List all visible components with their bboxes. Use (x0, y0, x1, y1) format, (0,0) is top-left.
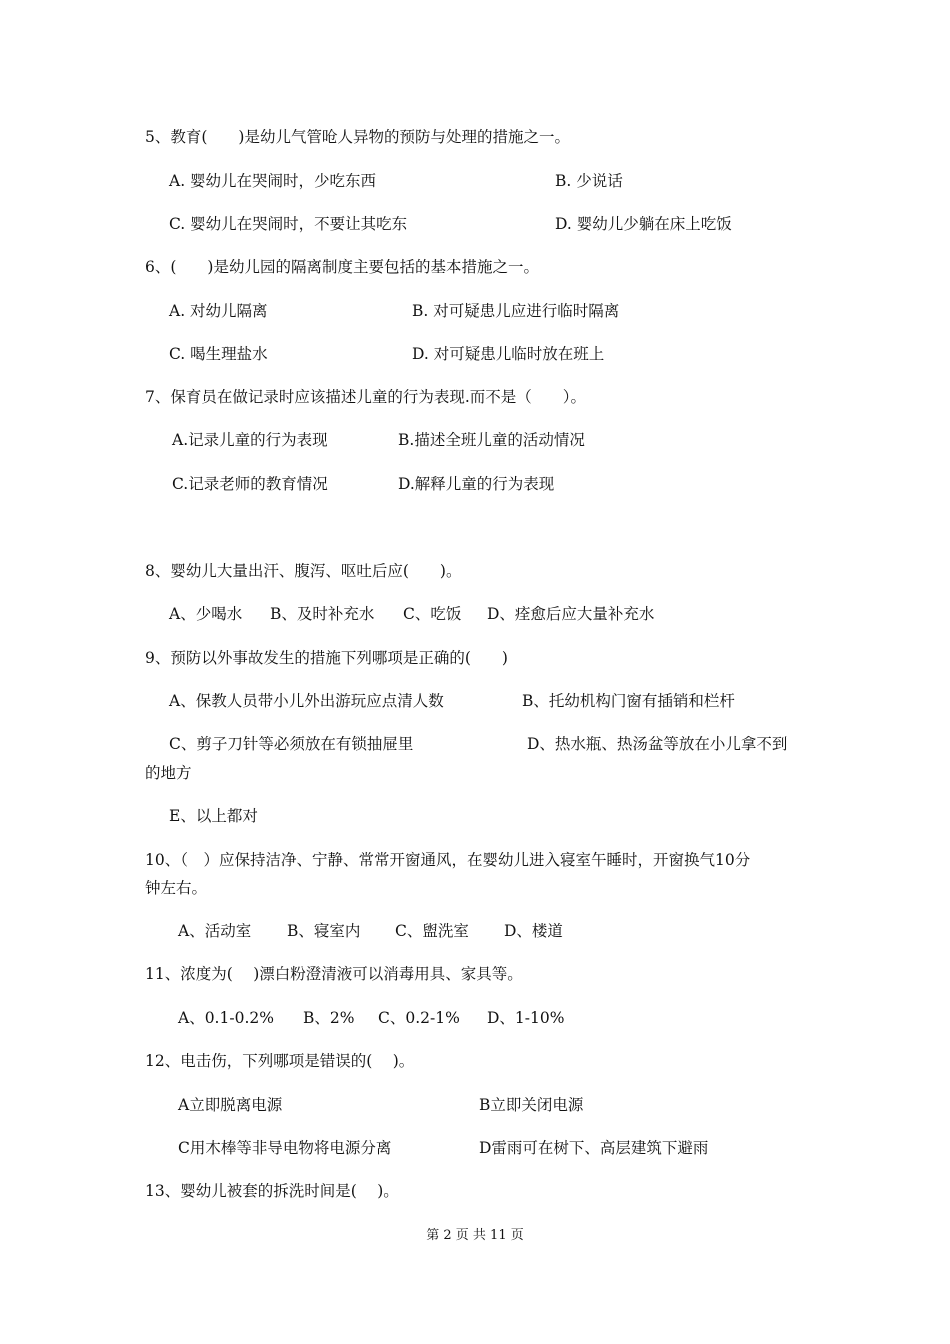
question-7-option-a: A.记录儿童的行为表现 (172, 431, 328, 449)
page-footer: 第 2 页 共 11 页 (426, 1228, 524, 1243)
question-9-option-e: E、以上都对 (169, 807, 258, 825)
question-10-option-b: B、寝室内 (287, 922, 361, 940)
question-9-stem: 9、预防以外事故发生的措施下列哪项是正确的( ) (145, 649, 508, 667)
question-11-option-d: D、1-10% (487, 1009, 565, 1027)
question-8-option-a: A、少喝水 (169, 605, 243, 623)
question-12-option-c: C用木棒等非导电物将电源分离 (178, 1139, 392, 1157)
question-11-stem: 11、浓度为( )漂白粉澄清液可以消毒用具、家具等。 (145, 965, 523, 983)
question-10-option-c: C、盥洗室 (395, 922, 469, 940)
question-9-option-b: B、托幼机构门窗有插销和栏杆 (522, 692, 735, 710)
question-6-option-b: B. 对可疑患儿应进行临时隔离 (412, 302, 620, 320)
question-8-option-d: D、痊愈后应大量补充水 (487, 605, 655, 623)
question-8-option-b: B、及时补充水 (270, 605, 375, 623)
question-8-option-c: C、吃饭 (403, 605, 462, 623)
question-9-option-d-continued: 的地方 (145, 764, 192, 782)
question-10-option-d: D、楼道 (504, 922, 563, 940)
question-7-option-d: D.解释儿童的行为表现 (398, 475, 555, 493)
question-7-option-c: C.记录老师的教育情况 (172, 475, 328, 493)
question-9-option-c: C、剪子刀针等必须放在有锁抽屉里 (169, 735, 414, 753)
question-12-option-b: B立即关闭电源 (479, 1096, 584, 1114)
question-5-option-d: D. 婴幼儿少躺在床上吃饭 (555, 215, 732, 233)
question-10-option-a: A、活动室 (178, 922, 252, 940)
question-5-option-b: B. 少说话 (555, 172, 623, 190)
question-9-option-d: D、热水瓶、热汤盆等放在小儿拿不到 (527, 735, 788, 753)
question-11-option-b: B、2% (303, 1009, 355, 1027)
question-12-option-a: A立即脱离电源 (178, 1096, 283, 1114)
question-8-stem: 8、婴幼儿大量出汗、腹泻、呕吐后应( )。 (145, 562, 462, 580)
question-11-option-c: C、0.2-1% (378, 1009, 460, 1027)
question-7-stem: 7、保育员在做记录时应该描述儿童的行为表现.而不是（ ）。 (145, 388, 587, 406)
question-12-stem: 12、电击伤，下列哪项是错误的( )。 (145, 1052, 415, 1070)
question-9-option-a: A、保教人员带小儿外出游玩应点清人数 (169, 692, 444, 710)
question-11-option-a: A、0.1-0.2% (178, 1009, 274, 1027)
question-5-option-a: A. 婴幼儿在哭闹时，少吃东西 (169, 172, 377, 190)
question-10-stem-continued: 钟左右。 (145, 879, 208, 897)
question-6-option-d: D. 对可疑患儿临时放在班上 (412, 345, 605, 363)
question-7-option-b: B.描述全班儿童的活动情况 (398, 431, 585, 449)
question-5-option-c: C. 婴幼儿在哭闹时，不要让其吃东 (169, 215, 408, 233)
question-5-stem: 5、教育( )是幼儿气管呛人异物的预防与处理的措施之一。 (145, 128, 570, 146)
question-12-option-d: D雷雨可在树下、高层建筑下避雨 (479, 1139, 709, 1157)
question-6-option-a: A. 对幼儿隔离 (169, 302, 268, 320)
question-6-stem: 6、( )是幼儿园的隔离制度主要包括的基本措施之一。 (145, 258, 539, 276)
question-13-stem: 13、婴幼儿被套的拆洗时间是( )。 (145, 1182, 399, 1200)
question-10-stem: 10、（ ）应保持洁净、宁静、常常开窗通风，在婴幼儿进入寝室午睡时，开窗换气10分 (145, 851, 751, 869)
question-6-option-c: C. 喝生理盐水 (169, 345, 268, 363)
